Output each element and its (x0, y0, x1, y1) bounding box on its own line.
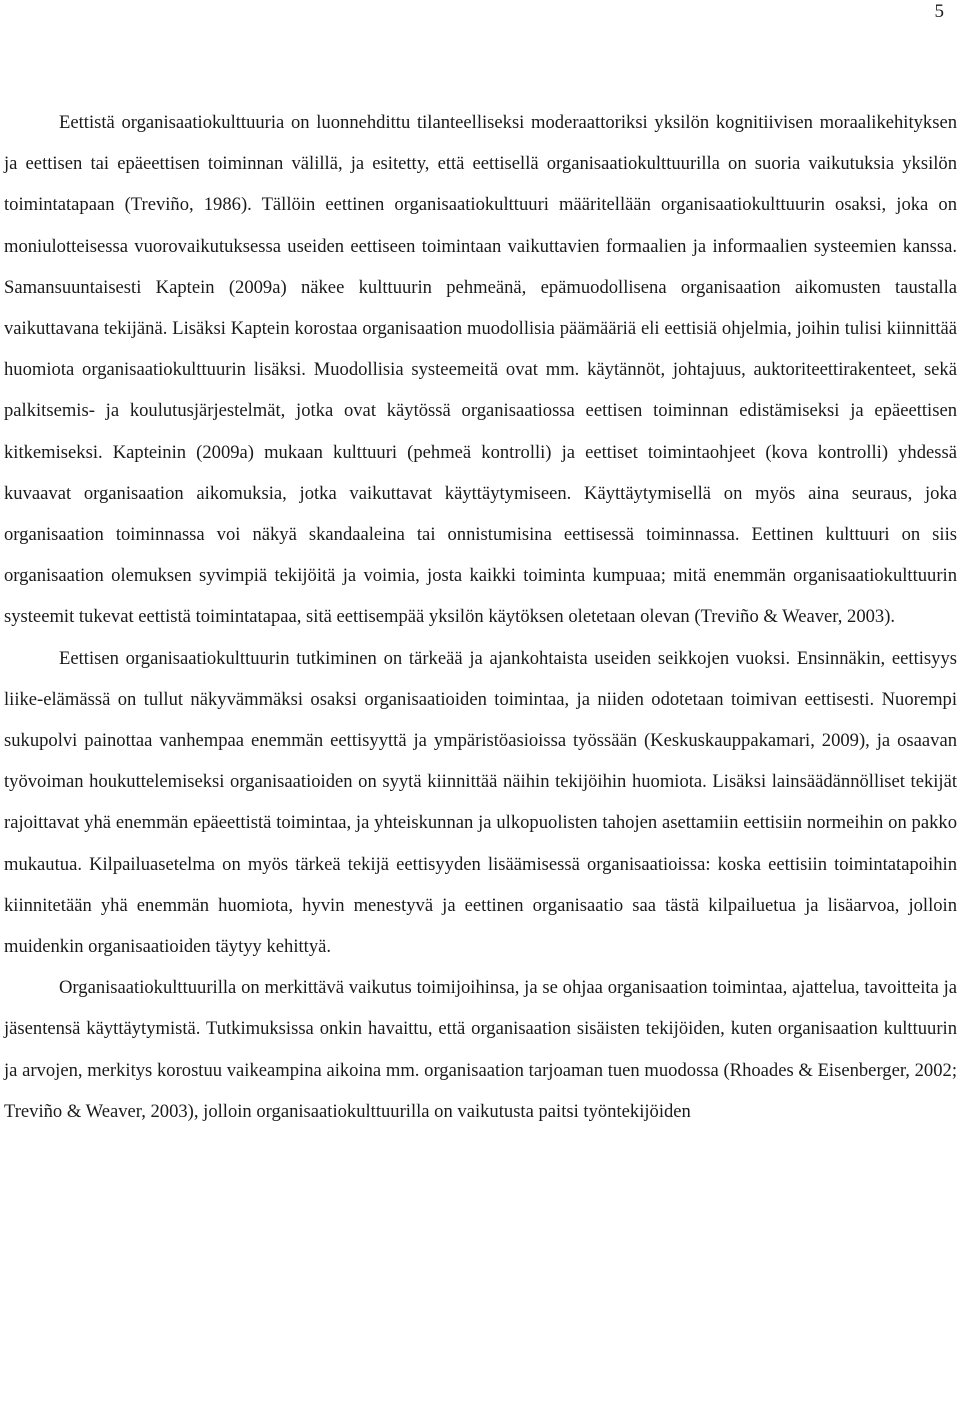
paragraph: Organisaatiokulttuurilla on merkittävä vaikutus toimijoihinsa, ja se ohjaa organisaation toimintaa, ajattelua, tavoitteita ja jäsentensä käyttäytymistä. Tutkimuksissa onkin havaittu, että organisaation sisäisten tekijöiden, kuten organisaation kulttuurin ja arvojen, merkitys korostuu vaikeampina aikoina mm. organisaation tarjoaman tuen muodossa (Rhoades & Eisenberger, 2002; Treviño & Weaver, 2003), jolloin organisaatiokulttuurilla on vaikutusta paitsi työntekijöiden (4, 977, 957, 1122)
body-text (4, 102, 957, 1132)
paragraph: Eettistä organisaatiokulttuuria on luonnehdittu tilanteelliseksi moderaattoriksi yksilön kognitiivisen moraalikehityksen ja eettisen tai epäeettisen toiminnan välillä, ja esitetty, että eettisellä organisaatiokulttuurilla on suoria vaikutuksia yksilön toimintatapaan (Treviño, 1986). Tällöin eettinen organisaatiokulttuuri määritellään organisaatiokulttuurin osaksi, joka on moniulotteisessa vuorovaikutuksessa useiden eettiseen toimintaan vaikuttavien formaalien ja informaalien systeemien kanssa. Samansuuntaisesti Kaptein (2009a) näkee kulttuurin pehmeänä, epämuodollisena organisaation aikomusten taustalla vaikuttavana tekijänä. Lisäksi Kaptein korostaa organisaation muodollisia päämääriä eli eettisiä ohjelmia, joihin tulisi kiinnittää huomiota organisaatiokulttuurin lisäksi. Muodollisia systeemeitä ovat mm. käytännöt, johtajuus, auktoriteettirakenteet, sekä palkitsemis- ja koulutusjärjestelmät, jotka ovat käytössä organisaatiossa eettisen toiminnan edistämiseksi ja epäeettisen kitkemiseksi. Kapteinin (2009a) mukaan kulttuuri (pehmeä kontrolli) ja eettiset toimintaohjeet (kova kontrolli) yhdessä kuvaavat organisaation aikomuksia, jotka vaikuttavat käyttäytymiseen. Käyttäytymisellä on myös aina seuraus, joka organisaation toiminnassa voi näkyä skandaaleina tai onnistumisina eettisessä toiminnassa. Eettinen kulttuuri on siis organisaation olemuksen syvimpiä tekijöitä ja voimia, josta kaikki toiminta kumpuaa; mitä enemmän organisaatiokulttuurin systeemit tukevat eettistä toimintatapaa, sitä eettisempää yksilön käytöksen oletetaan olevan (Treviño & Weaver, 2003). (4, 112, 957, 628)
paragraph: Eettisen organisaatiokulttuurin tutkiminen on tärkeää ja ajankohtaista useiden seikkojen vuoksi. Ensinnäkin, eettisyys liike-elämässä on tullut näkyvämmäksi osaksi organisaatioiden toimintaa, ja niiden odotetaan toimivan eettisesti. Nuorempi sukupolvi painottaa vanhempaa enemmän eettisyyttä ja ympäristöasioissa työssään (Keskuskauppakamari, 2009), ja osaavan työvoiman houkuttelemiseksi organisaatioiden on syytä kiinnittää näihin tekijöihin huomiota. Lisäksi lainsäädännölliset tekijät rajoittavat yhä enemmän epäeettistä toimintaa, ja yhteiskunnan ja ulkopuolisten tahojen asettamiin eettisiin normeihin on pakko mukautua. Kilpailuasetelma on myös tärkeä tekijä eettisyyden lisäämisessä organisaatioissa: koska eettisiin toimintatapoihin kiinnitetään yhä enemmän huomiota, hyvin menestyvä ja eettinen organisaatio saa tästä kilpailuetua ja lisäarvoa, jolloin muidenkin organisaatioiden täytyy kehittyä. (4, 647, 957, 958)
page-number: 5 (934, 1, 944, 22)
